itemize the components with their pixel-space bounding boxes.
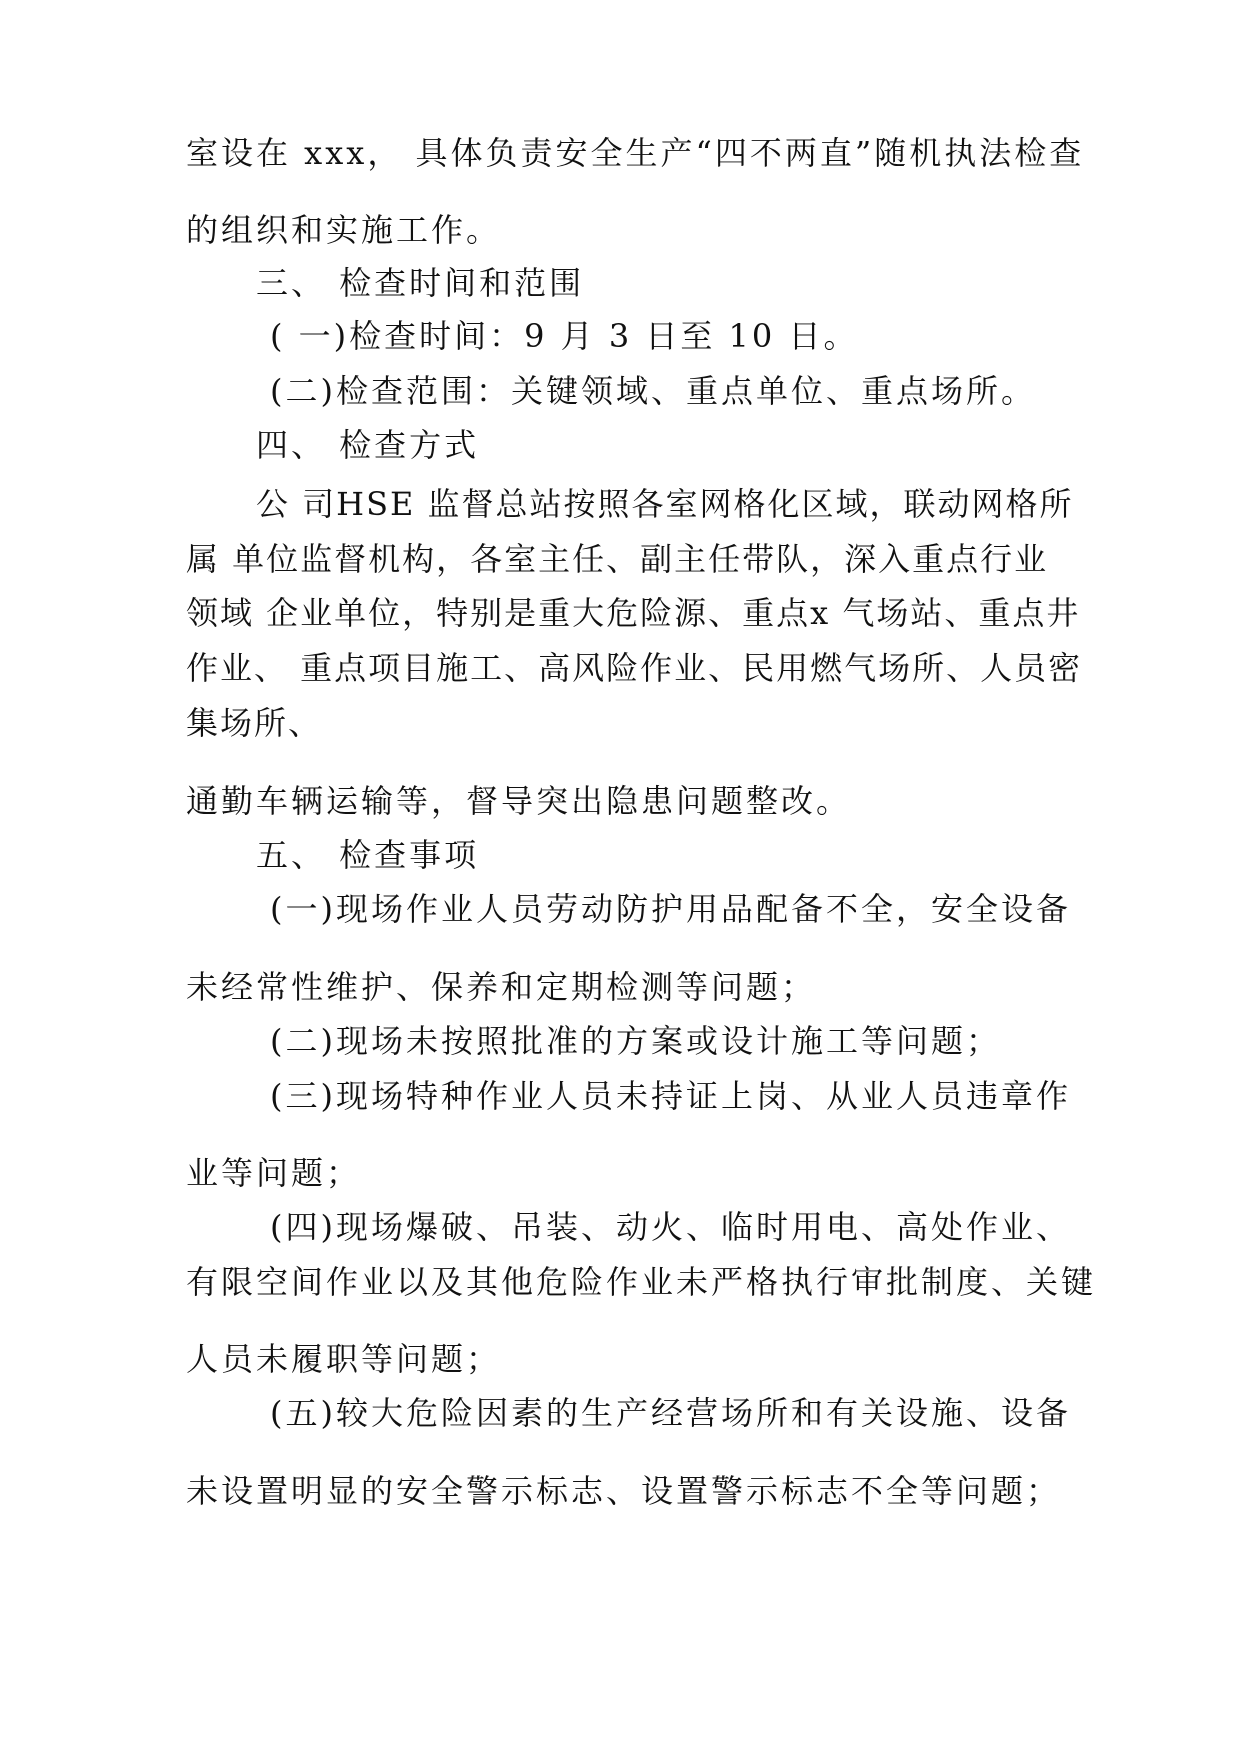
text-line: 业等问题；	[186, 1154, 362, 1192]
text-line: 通勤车辆运输等，督导突出隐患问题整改。	[186, 782, 852, 820]
text-line: 人员未履职等问题；	[186, 1340, 502, 1378]
text-line: 属 单位监督机构，各室主任、副主任带队，深入重点行业	[186, 540, 1049, 578]
text-line: 未经常性维护、保养和定期检测等问题；	[186, 968, 817, 1006]
section-heading: 四、 检查方式	[256, 426, 480, 464]
text-line: (二)现场未按照批准的方案或设计施工等问题；	[270, 1022, 1001, 1060]
text-line: 公 司HSE 监督总站按照各室网格化区域，联动网格所	[256, 485, 1074, 523]
text-line: 有限空间作业以及其他危险作业未严格执行审批制度、关键	[186, 1263, 1097, 1301]
text-line: (三)现场特种作业人员未持证上岗、从业人员违章作	[270, 1077, 1071, 1115]
section-heading: 三、 检查时间和范围	[256, 264, 585, 302]
text-line: 作业、 重点项目施工、高风险作业、民用燃气场所、人员密	[186, 649, 1083, 687]
section-heading: 五、 检查事项	[256, 836, 480, 874]
text-line: 室设在 xxx， 具体负责安全生产“四不两直”随机执法检查	[186, 134, 1085, 172]
text-line: (一)现场作业人员劳动防护用品配备不全，安全设备	[270, 890, 1071, 928]
text-line: 集场所、	[186, 704, 323, 742]
text-line: 领域 企业单位，特别是重大危险源、重点x 气场站、重点井	[186, 594, 1081, 632]
text-line: (二)检查范围：关键领域、重点单位、重点场所。	[270, 372, 1036, 410]
text-line: (四)现场爆破、吊装、动火、临时用电、高处作业、	[270, 1208, 1071, 1246]
text-line: ( 一)检查时间：9 月 3 日至 10 日。	[270, 317, 859, 355]
text-line: 的组织和实施工作。	[186, 211, 502, 249]
text-line: 未设置明显的安全警示标志、设置警示标志不全等问题；	[186, 1472, 1062, 1510]
text-line: (五)较大危险因素的生产经营场所和有关设施、设备	[270, 1394, 1071, 1432]
